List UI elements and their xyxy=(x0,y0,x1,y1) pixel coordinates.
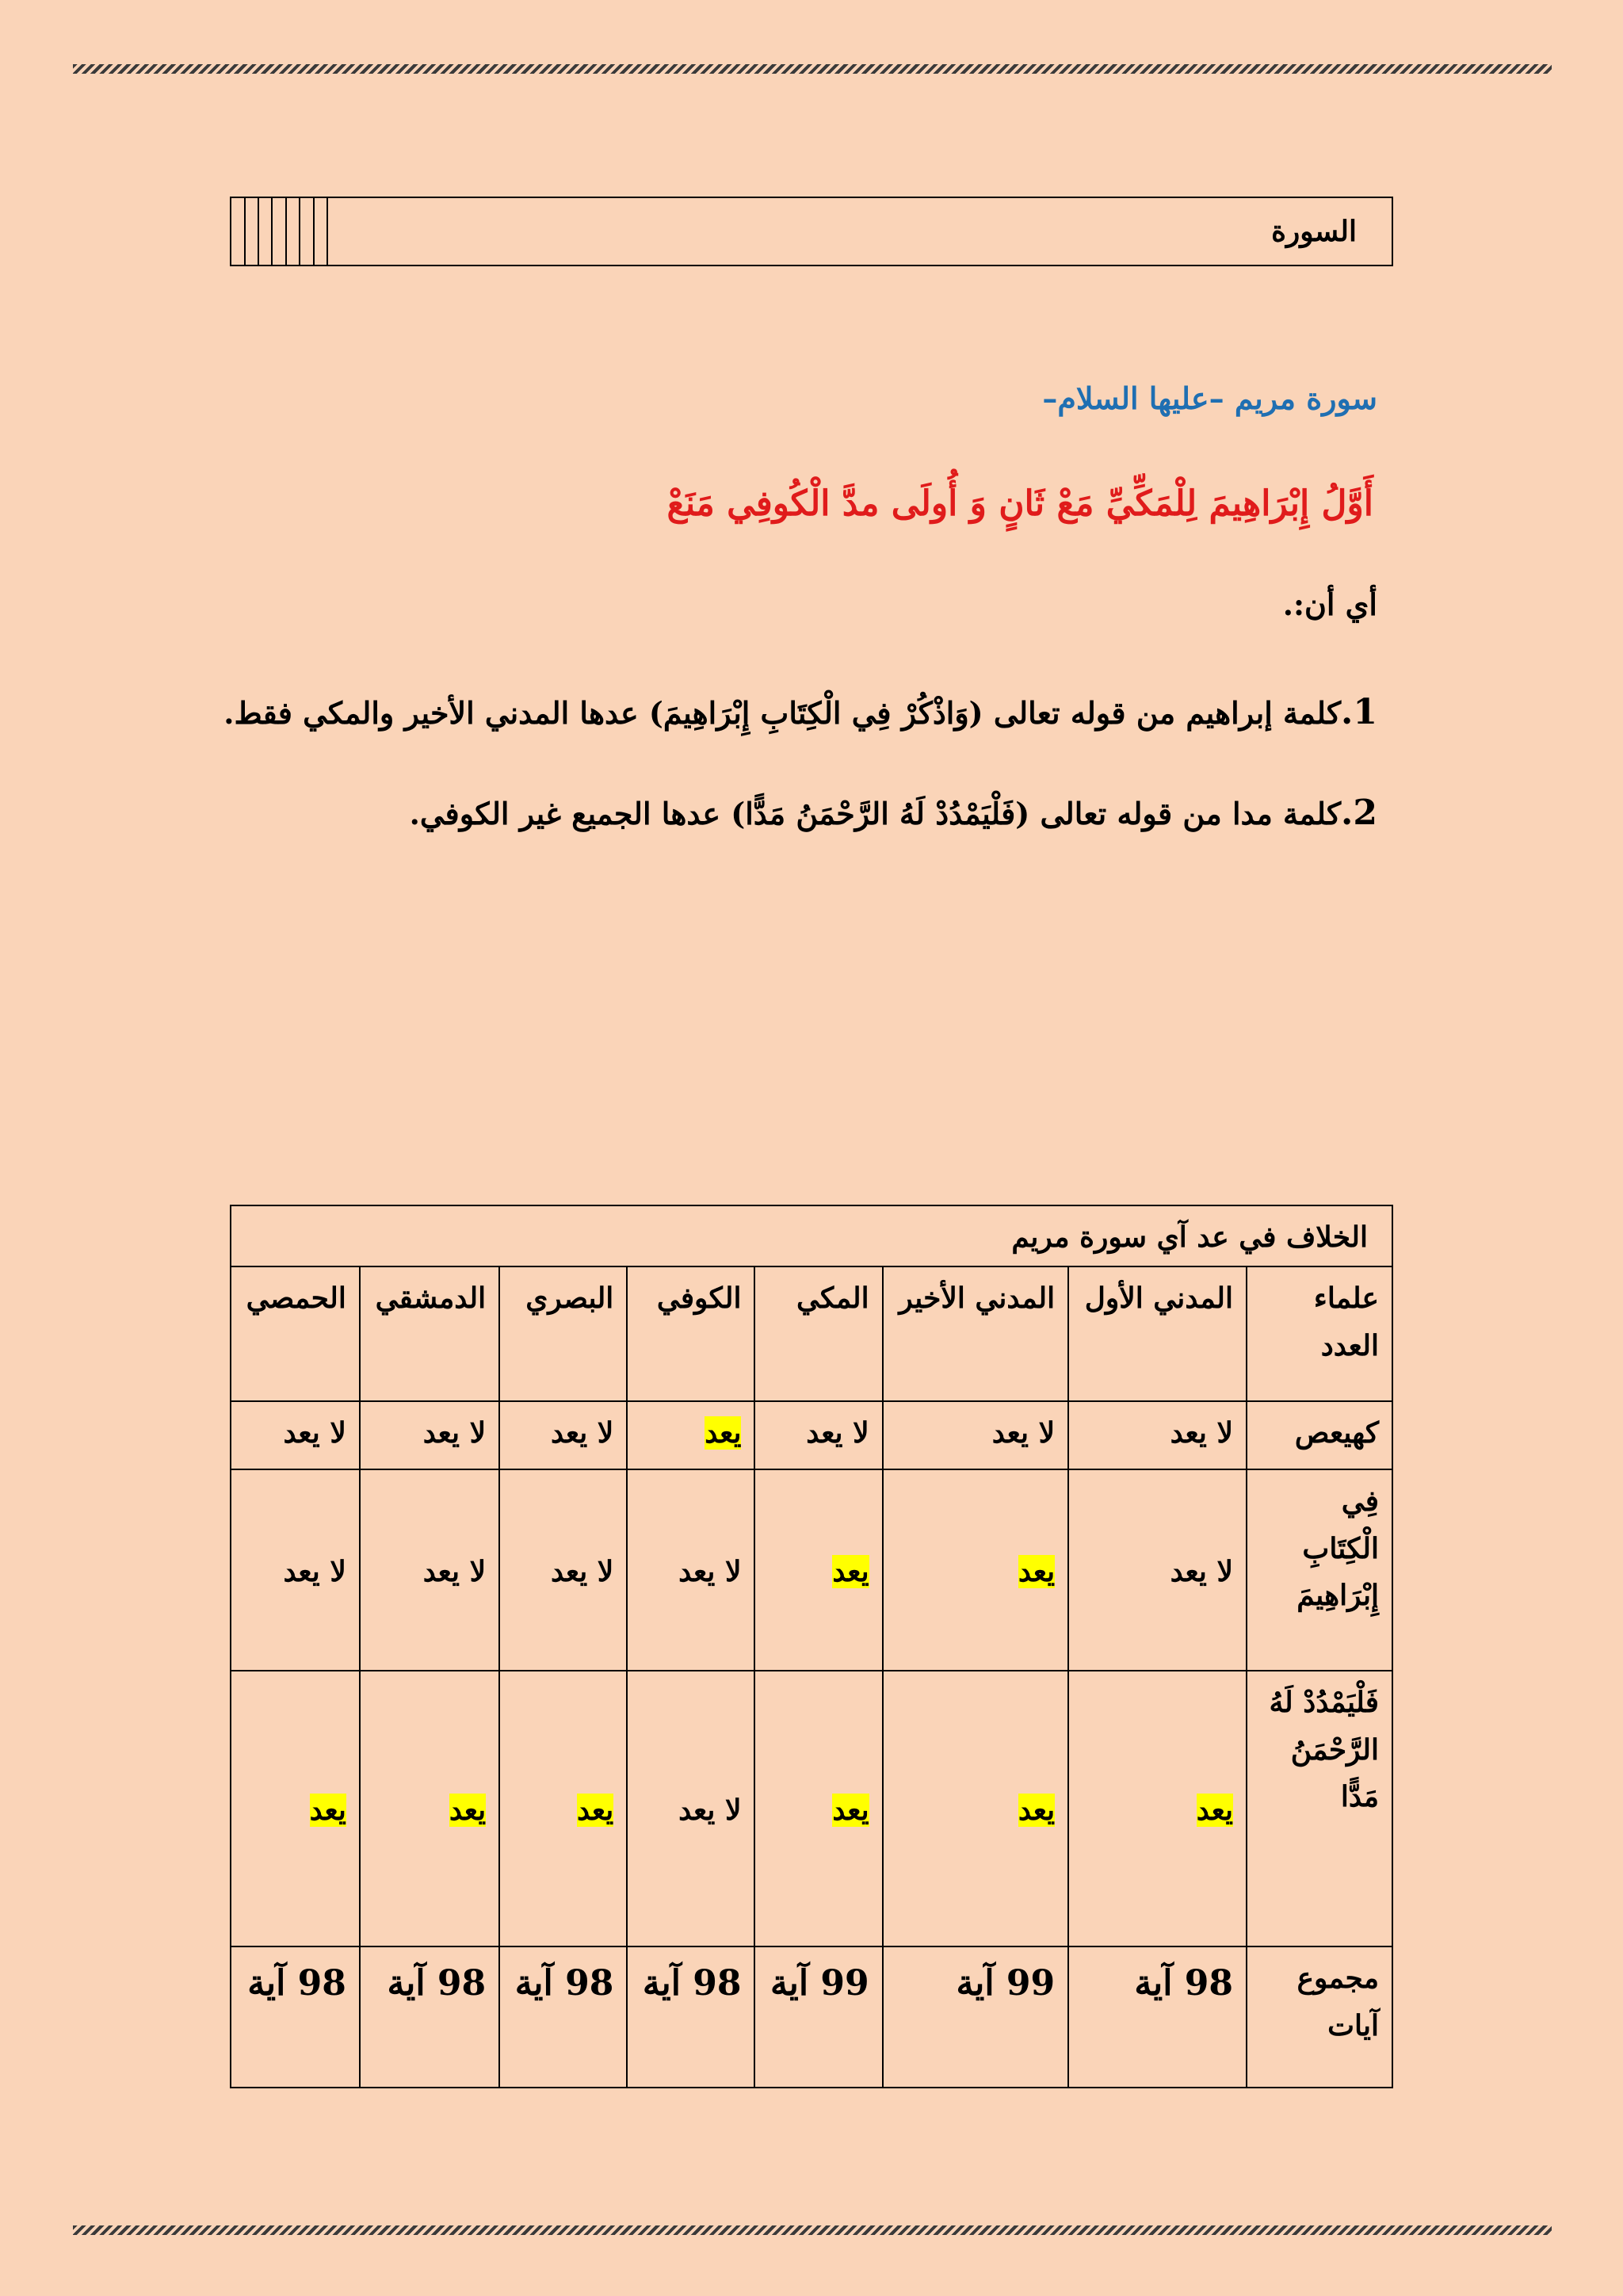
row-label: فَلْيَمْدُدْ لَهُ الرَّحْمَنُ مَدًّا xyxy=(1247,1671,1392,1946)
empty-cell xyxy=(272,197,285,266)
data-cell xyxy=(231,1671,360,1946)
total-cell: 98 آية xyxy=(1068,1946,1247,2088)
cell-value-highlighted: يعد xyxy=(1018,1793,1056,1827)
data-cell xyxy=(499,1469,627,1671)
empty-cell xyxy=(314,197,327,266)
cell-value: لا يعد xyxy=(283,1416,346,1450)
empty-cell xyxy=(245,197,258,266)
explanation-point-1 xyxy=(223,692,1377,732)
row-label: مجموع آيات xyxy=(1247,1946,1392,2088)
data-cell xyxy=(1068,1469,1247,1671)
data-cell xyxy=(499,1401,627,1469)
cell-value-highlighted: يعد xyxy=(449,1793,487,1827)
header-cell: علماء العدد xyxy=(1247,1266,1392,1401)
header-cell: المدني الأخير xyxy=(883,1266,1068,1401)
row-label: فِي الْكِتَابِ إِبْرَاهِيمَ xyxy=(1247,1469,1392,1671)
cell-value-highlighted: يعد xyxy=(1196,1793,1233,1827)
surah-label-cell: السورة xyxy=(327,197,1392,266)
data-cell xyxy=(754,1469,882,1671)
poem-verse: أَوَّلُ إِبْرَاهِيمَ لِلْمَكِّيِّ مَعْ ثَانٍ وَ أُولَى مدَّ الْكُوفِي مَنَعْ xyxy=(666,483,1373,524)
surah-header-table xyxy=(230,197,1393,266)
table-row xyxy=(231,1401,1392,1469)
point-text: كلمة مدا من قوله تعالى (فَلْيَمْدُدْ لَهُ الرَّحْمَنُ مَدًّا) عدها الجميع غير الكوفي. xyxy=(409,796,1342,831)
empty-cell xyxy=(258,197,272,266)
total-cell: 99 آية xyxy=(883,1946,1068,2088)
data-cell xyxy=(627,1401,754,1469)
point-number: 2. xyxy=(1341,793,1377,833)
header-cell: الكوفي xyxy=(627,1266,754,1401)
surah-heading: سورة مريم –عليها السلام– xyxy=(1042,380,1377,416)
cell-value-highlighted: يعد xyxy=(705,1416,742,1450)
cell-value-highlighted: يعد xyxy=(309,1793,346,1827)
total-cell: 98 آية xyxy=(627,1946,754,2088)
cell-value: لا يعد xyxy=(1170,1416,1233,1450)
empty-cell xyxy=(231,197,245,266)
data-cell xyxy=(754,1401,882,1469)
data-cell xyxy=(499,1671,627,1946)
explanation-point-2 xyxy=(410,793,1377,833)
cell-value: لا يعد xyxy=(550,1554,614,1588)
verse-count-table xyxy=(230,1205,1393,2088)
header-cell: المكي xyxy=(754,1266,882,1401)
data-cell xyxy=(883,1401,1068,1469)
table-caption: الخلاف في عد آي سورة مريم xyxy=(231,1205,1392,1266)
data-cell xyxy=(754,1671,882,1946)
data-cell xyxy=(231,1401,360,1469)
cell-value-highlighted: يعد xyxy=(832,1793,869,1827)
intro-text: أي أن:. xyxy=(1282,586,1377,622)
cell-value: لا يعد xyxy=(678,1554,742,1588)
cell-value-highlighted: يعد xyxy=(1018,1554,1056,1588)
table-total-row xyxy=(231,1946,1392,2088)
bottom-border-decoration xyxy=(73,2225,1552,2235)
cell-value: لا يعد xyxy=(422,1416,487,1450)
cell-value: لا يعد xyxy=(991,1416,1056,1450)
data-cell xyxy=(360,1401,499,1469)
cell-value: لا يعد xyxy=(283,1554,346,1588)
cell-value: لا يعد xyxy=(1170,1554,1233,1588)
point-number: 1. xyxy=(1341,692,1377,732)
cell-value: لا يعد xyxy=(422,1554,487,1588)
header-cell: الحمصي xyxy=(231,1266,360,1401)
table-row xyxy=(231,1469,1392,1671)
empty-cell xyxy=(300,197,313,266)
table-header-row xyxy=(231,1266,1392,1401)
total-cell: 98 آية xyxy=(231,1946,360,2088)
point-text: كلمة إبراهيم من قوله تعالى (وَاذْكُرْ فِي الْكِتَابِ إِبْرَاهِيمَ) عدها المدني الأخير والمكي فقط. xyxy=(223,695,1342,731)
data-cell xyxy=(883,1469,1068,1671)
empty-cell xyxy=(286,197,300,266)
header-cell: البصري xyxy=(499,1266,627,1401)
cell-value: لا يعد xyxy=(806,1416,869,1450)
data-cell xyxy=(1068,1671,1247,1946)
row-label: كهيعص xyxy=(1247,1401,1392,1469)
cell-value: لا يعد xyxy=(678,1793,742,1827)
total-cell: 98 آية xyxy=(360,1946,499,2088)
table-row xyxy=(231,1671,1392,1946)
header-cell: الدمشقي xyxy=(360,1266,499,1401)
cell-value: لا يعد xyxy=(550,1416,614,1450)
cell-value-highlighted: يعد xyxy=(832,1554,869,1588)
data-cell xyxy=(360,1671,499,1946)
data-cell xyxy=(627,1671,754,1946)
header-cell: المدني الأول xyxy=(1068,1266,1247,1401)
data-cell xyxy=(360,1469,499,1671)
total-cell: 99 آية xyxy=(754,1946,882,2088)
cell-value-highlighted: يعد xyxy=(577,1793,614,1827)
data-cell xyxy=(883,1671,1068,1946)
data-cell xyxy=(231,1469,360,1671)
total-cell: 98 آية xyxy=(499,1946,627,2088)
top-border-decoration xyxy=(73,64,1552,74)
data-cell xyxy=(627,1469,754,1671)
data-cell xyxy=(1068,1401,1247,1469)
